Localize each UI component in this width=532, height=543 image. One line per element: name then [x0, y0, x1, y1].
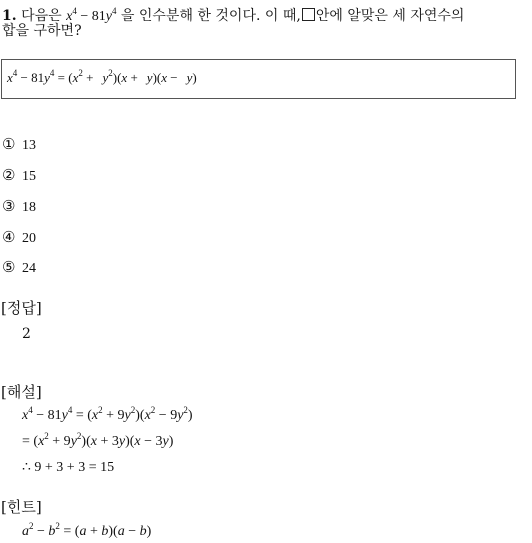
choice-4[interactable] — [2, 228, 36, 248]
choice-value: 15 — [22, 169, 36, 184]
question-expression: $x^4 - 81y^4$ — [66, 6, 117, 24]
choice-2[interactable] — [2, 166, 36, 186]
hint-label: [힌트] — [1, 498, 42, 516]
explanation-line-3: ∴ 9 + 3 + 3 = 15 — [22, 460, 115, 475]
question-prefix: 다음은 — [21, 8, 62, 24]
answer-label: [정답] — [1, 299, 42, 317]
question-suffix-2: 안에 알맞은 세 자연수의 — [315, 8, 465, 24]
explanation-line-2: = $(x^2 + 9y^2)(x + 3y)(x - 3y)$ — [22, 431, 174, 449]
choice-3[interactable] — [2, 197, 36, 217]
explanation-line-1: $x^4 - 81y^4 = (x^2 + 9y^2)(x^2 - 9y^2)$ — [22, 405, 193, 423]
choice-value: 18 — [22, 200, 36, 215]
choice-5[interactable] — [2, 258, 36, 278]
choice-mark: ④ — [2, 228, 16, 246]
explanation-label: [해설] — [1, 383, 42, 401]
question-suffix: 을 인수분해 한 것이다. 이 때, — [120, 8, 301, 24]
choice-value: 20 — [22, 231, 36, 246]
factorization-expression: $x^4 - 81y^4 = (x^2 + y^2)(x + y)(x - y)$ — [7, 68, 197, 85]
question-number: 1. — [2, 8, 17, 24]
hint-formula: $a^2 - b^2 = (a + b)(a - b)$ — [22, 521, 152, 539]
blank-box-icon — [302, 8, 315, 21]
question-line-2: 합을 구하면? — [2, 23, 82, 39]
choice-mark: ③ — [2, 197, 16, 215]
factorization-box — [1, 59, 516, 99]
choice-mark: ② — [2, 166, 16, 184]
choice-value: 13 — [22, 138, 36, 153]
choice-value: 24 — [22, 261, 36, 276]
choice-mark: ① — [2, 135, 16, 153]
choice-1[interactable] — [2, 135, 36, 155]
choice-mark: ⑤ — [2, 258, 16, 276]
answer-value: 2 — [22, 326, 31, 342]
